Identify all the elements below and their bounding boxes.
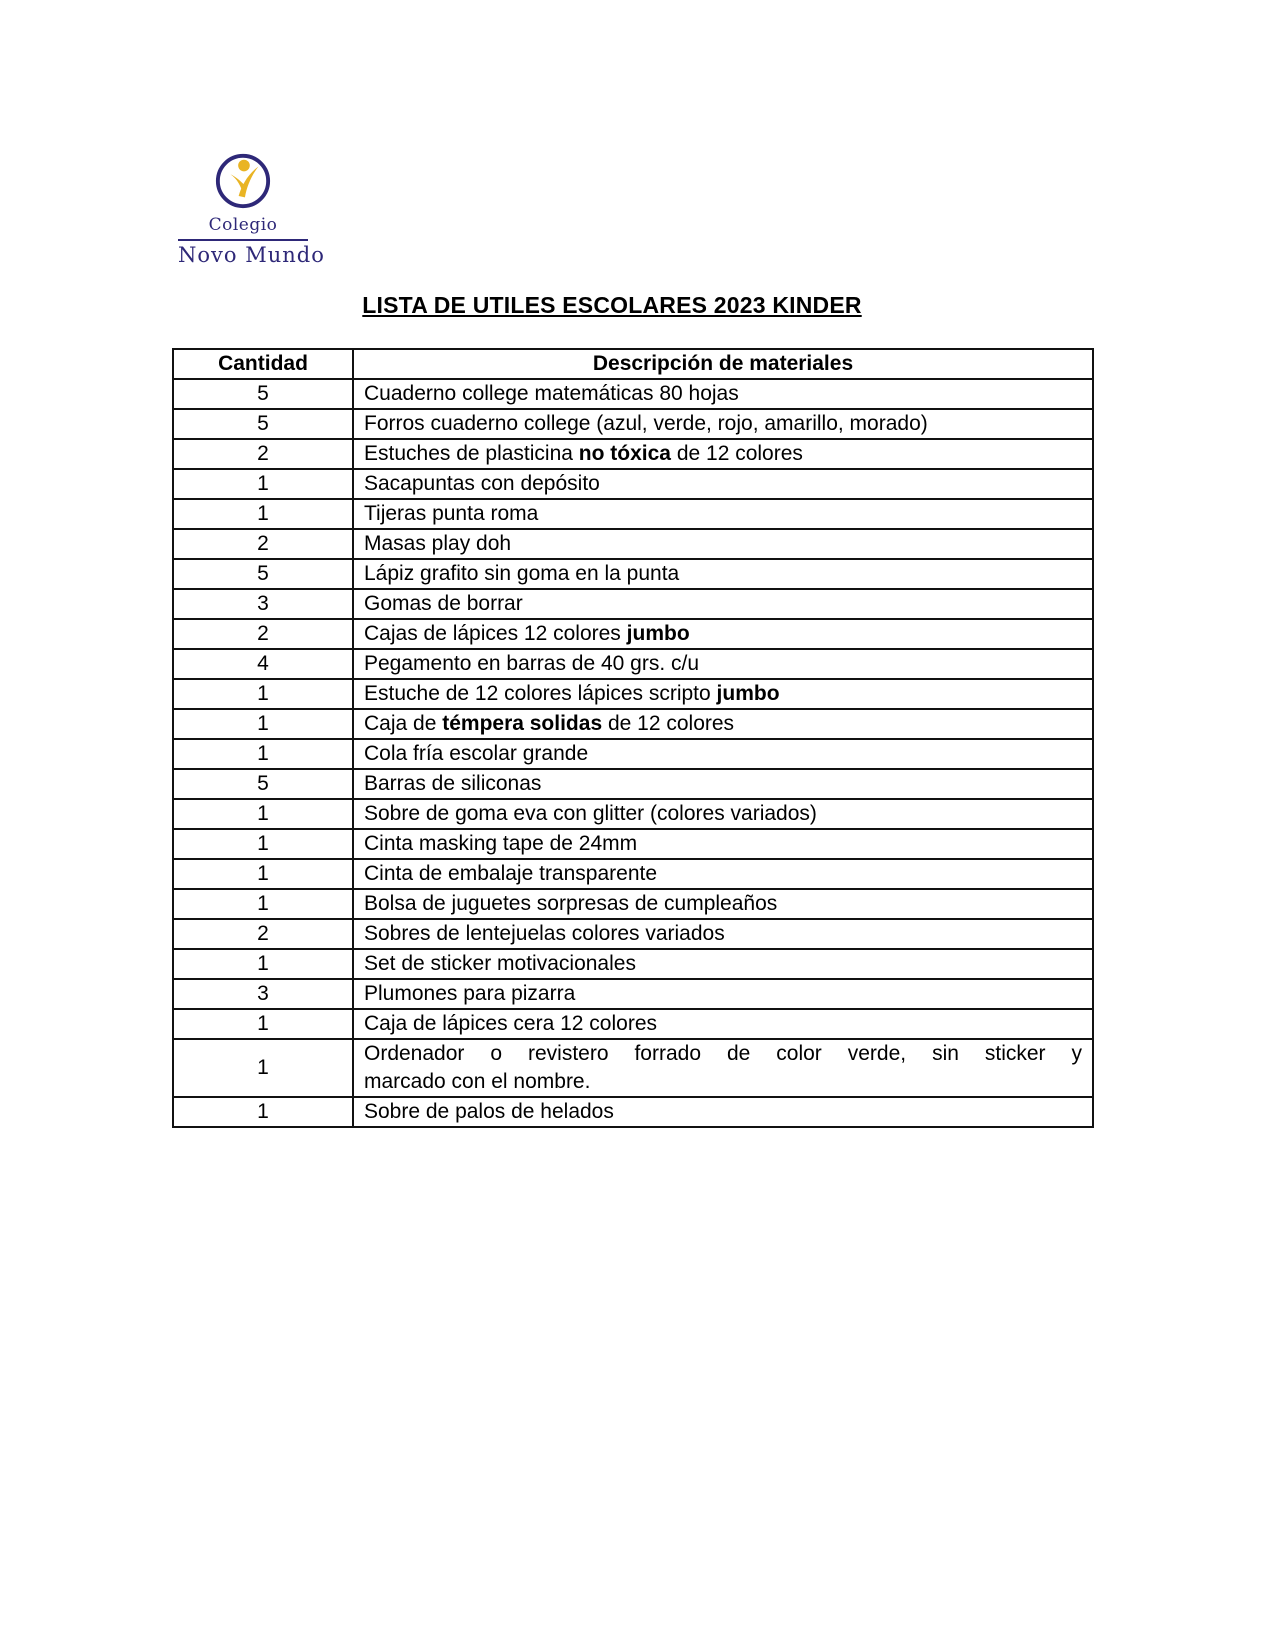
- table-row: [173, 949, 1093, 979]
- quantity-cell: 1: [173, 1097, 353, 1127]
- quantity-cell: 1: [173, 739, 353, 769]
- table-row: [173, 589, 1093, 619]
- logo-colegio-text: Colegio: [208, 215, 278, 235]
- table-row: [173, 1097, 1093, 1127]
- quantity-cell: 1: [173, 709, 353, 739]
- table-row: [173, 889, 1093, 919]
- school-logo-icon: [214, 152, 272, 210]
- description-cell: Caja de témpera solidas de 12 colores: [353, 709, 1093, 739]
- logo-divider: [178, 239, 308, 241]
- table-row: [173, 379, 1093, 409]
- table-row: [173, 979, 1093, 1009]
- table-row: [173, 559, 1093, 589]
- description-cell: Pegamento en barras de 40 grs. c/u: [353, 649, 1093, 679]
- description-cell: Masas play doh: [353, 529, 1093, 559]
- description-cell: Caja de lápices cera 12 colores: [353, 1009, 1093, 1039]
- description-cell: Sobre de goma eva con glitter (colores variados): [353, 799, 1093, 829]
- description-cell: Cajas de lápices 12 colores jumbo: [353, 619, 1093, 649]
- table-row: [173, 409, 1093, 439]
- table-row: [173, 529, 1093, 559]
- table-row: [173, 469, 1093, 499]
- quantity-cell: 5: [173, 769, 353, 799]
- description-cell: Cola fría escolar grande: [353, 739, 1093, 769]
- quantity-cell: 3: [173, 979, 353, 1009]
- quantity-cell: 1: [173, 499, 353, 529]
- table-row: [173, 1009, 1093, 1039]
- description-cell: Sobres de lentejuelas colores variados: [353, 919, 1093, 949]
- description-cell: Plumones para pizarra: [353, 979, 1093, 1009]
- quantity-cell: 1: [173, 799, 353, 829]
- school-logo: [178, 152, 325, 267]
- quantity-cell: 1: [173, 469, 353, 499]
- quantity-cell: 2: [173, 919, 353, 949]
- description-cell: Estuche de 12 colores lápices scripto jumbo: [353, 679, 1093, 709]
- quantity-cell: 1: [173, 859, 353, 889]
- quantity-cell: 5: [173, 379, 353, 409]
- table-header-row: [173, 349, 1093, 379]
- description-cell: Cinta de embalaje transparente: [353, 859, 1093, 889]
- quantity-cell: 1: [173, 889, 353, 919]
- table-row: [173, 649, 1093, 679]
- quantity-cell: 1: [173, 1039, 353, 1097]
- description-cell: Forros cuaderno college (azul, verde, rojo, amarillo, morado): [353, 409, 1093, 439]
- header-descripcion: Descripción de materiales: [353, 349, 1093, 379]
- description-cell: Cinta masking tape de 24mm: [353, 829, 1093, 859]
- description-cell: Lápiz grafito sin goma en la punta: [353, 559, 1093, 589]
- description-cell: Bolsa de juguetes sorpresas de cumpleaños: [353, 889, 1093, 919]
- description-cell: Sacapuntas con depósito: [353, 469, 1093, 499]
- table-row: [173, 829, 1093, 859]
- description-cell: Gomas de borrar: [353, 589, 1093, 619]
- table-row: [173, 499, 1093, 529]
- table-row: [173, 739, 1093, 769]
- table-row: [173, 799, 1093, 829]
- quantity-cell: 4: [173, 649, 353, 679]
- table-row: [173, 769, 1093, 799]
- table-row: [173, 439, 1093, 469]
- quantity-cell: 1: [173, 1009, 353, 1039]
- description-cell: Set de sticker motivacionales: [353, 949, 1093, 979]
- quantity-cell: 5: [173, 409, 353, 439]
- supplies-table-body: [173, 379, 1093, 1127]
- quantity-cell: 1: [173, 679, 353, 709]
- table-row: [173, 679, 1093, 709]
- description-cell: Sobre de palos de helados: [353, 1097, 1093, 1127]
- quantity-cell: 1: [173, 949, 353, 979]
- quantity-cell: 5: [173, 559, 353, 589]
- quantity-cell: 1: [173, 829, 353, 859]
- description-cell: Estuches de plasticina no tóxica de 12 colores: [353, 439, 1093, 469]
- header-cantidad: Cantidad: [173, 349, 353, 379]
- page-title: LISTA DE UTILES ESCOLARES 2023 KINDER: [362, 292, 862, 318]
- quantity-cell: 2: [173, 439, 353, 469]
- description-cell: Tijeras punta roma: [353, 499, 1093, 529]
- description-cell: Barras de siliconas: [353, 769, 1093, 799]
- table-row: [173, 859, 1093, 889]
- table-row: [173, 619, 1093, 649]
- table-row: [173, 709, 1093, 739]
- description-cell: Ordenador o revistero forrado de color verde, sin sticker y marcado con el nombre.: [353, 1039, 1093, 1097]
- description-cell: Cuaderno college matemáticas 80 hojas: [353, 379, 1093, 409]
- logo-school-name-text: Novo Mundo: [178, 243, 325, 267]
- quantity-cell: 3: [173, 589, 353, 619]
- table-row: [173, 1039, 1093, 1097]
- supplies-table: [172, 348, 1094, 1128]
- quantity-cell: 2: [173, 619, 353, 649]
- table-row: [173, 919, 1093, 949]
- quantity-cell: 2: [173, 529, 353, 559]
